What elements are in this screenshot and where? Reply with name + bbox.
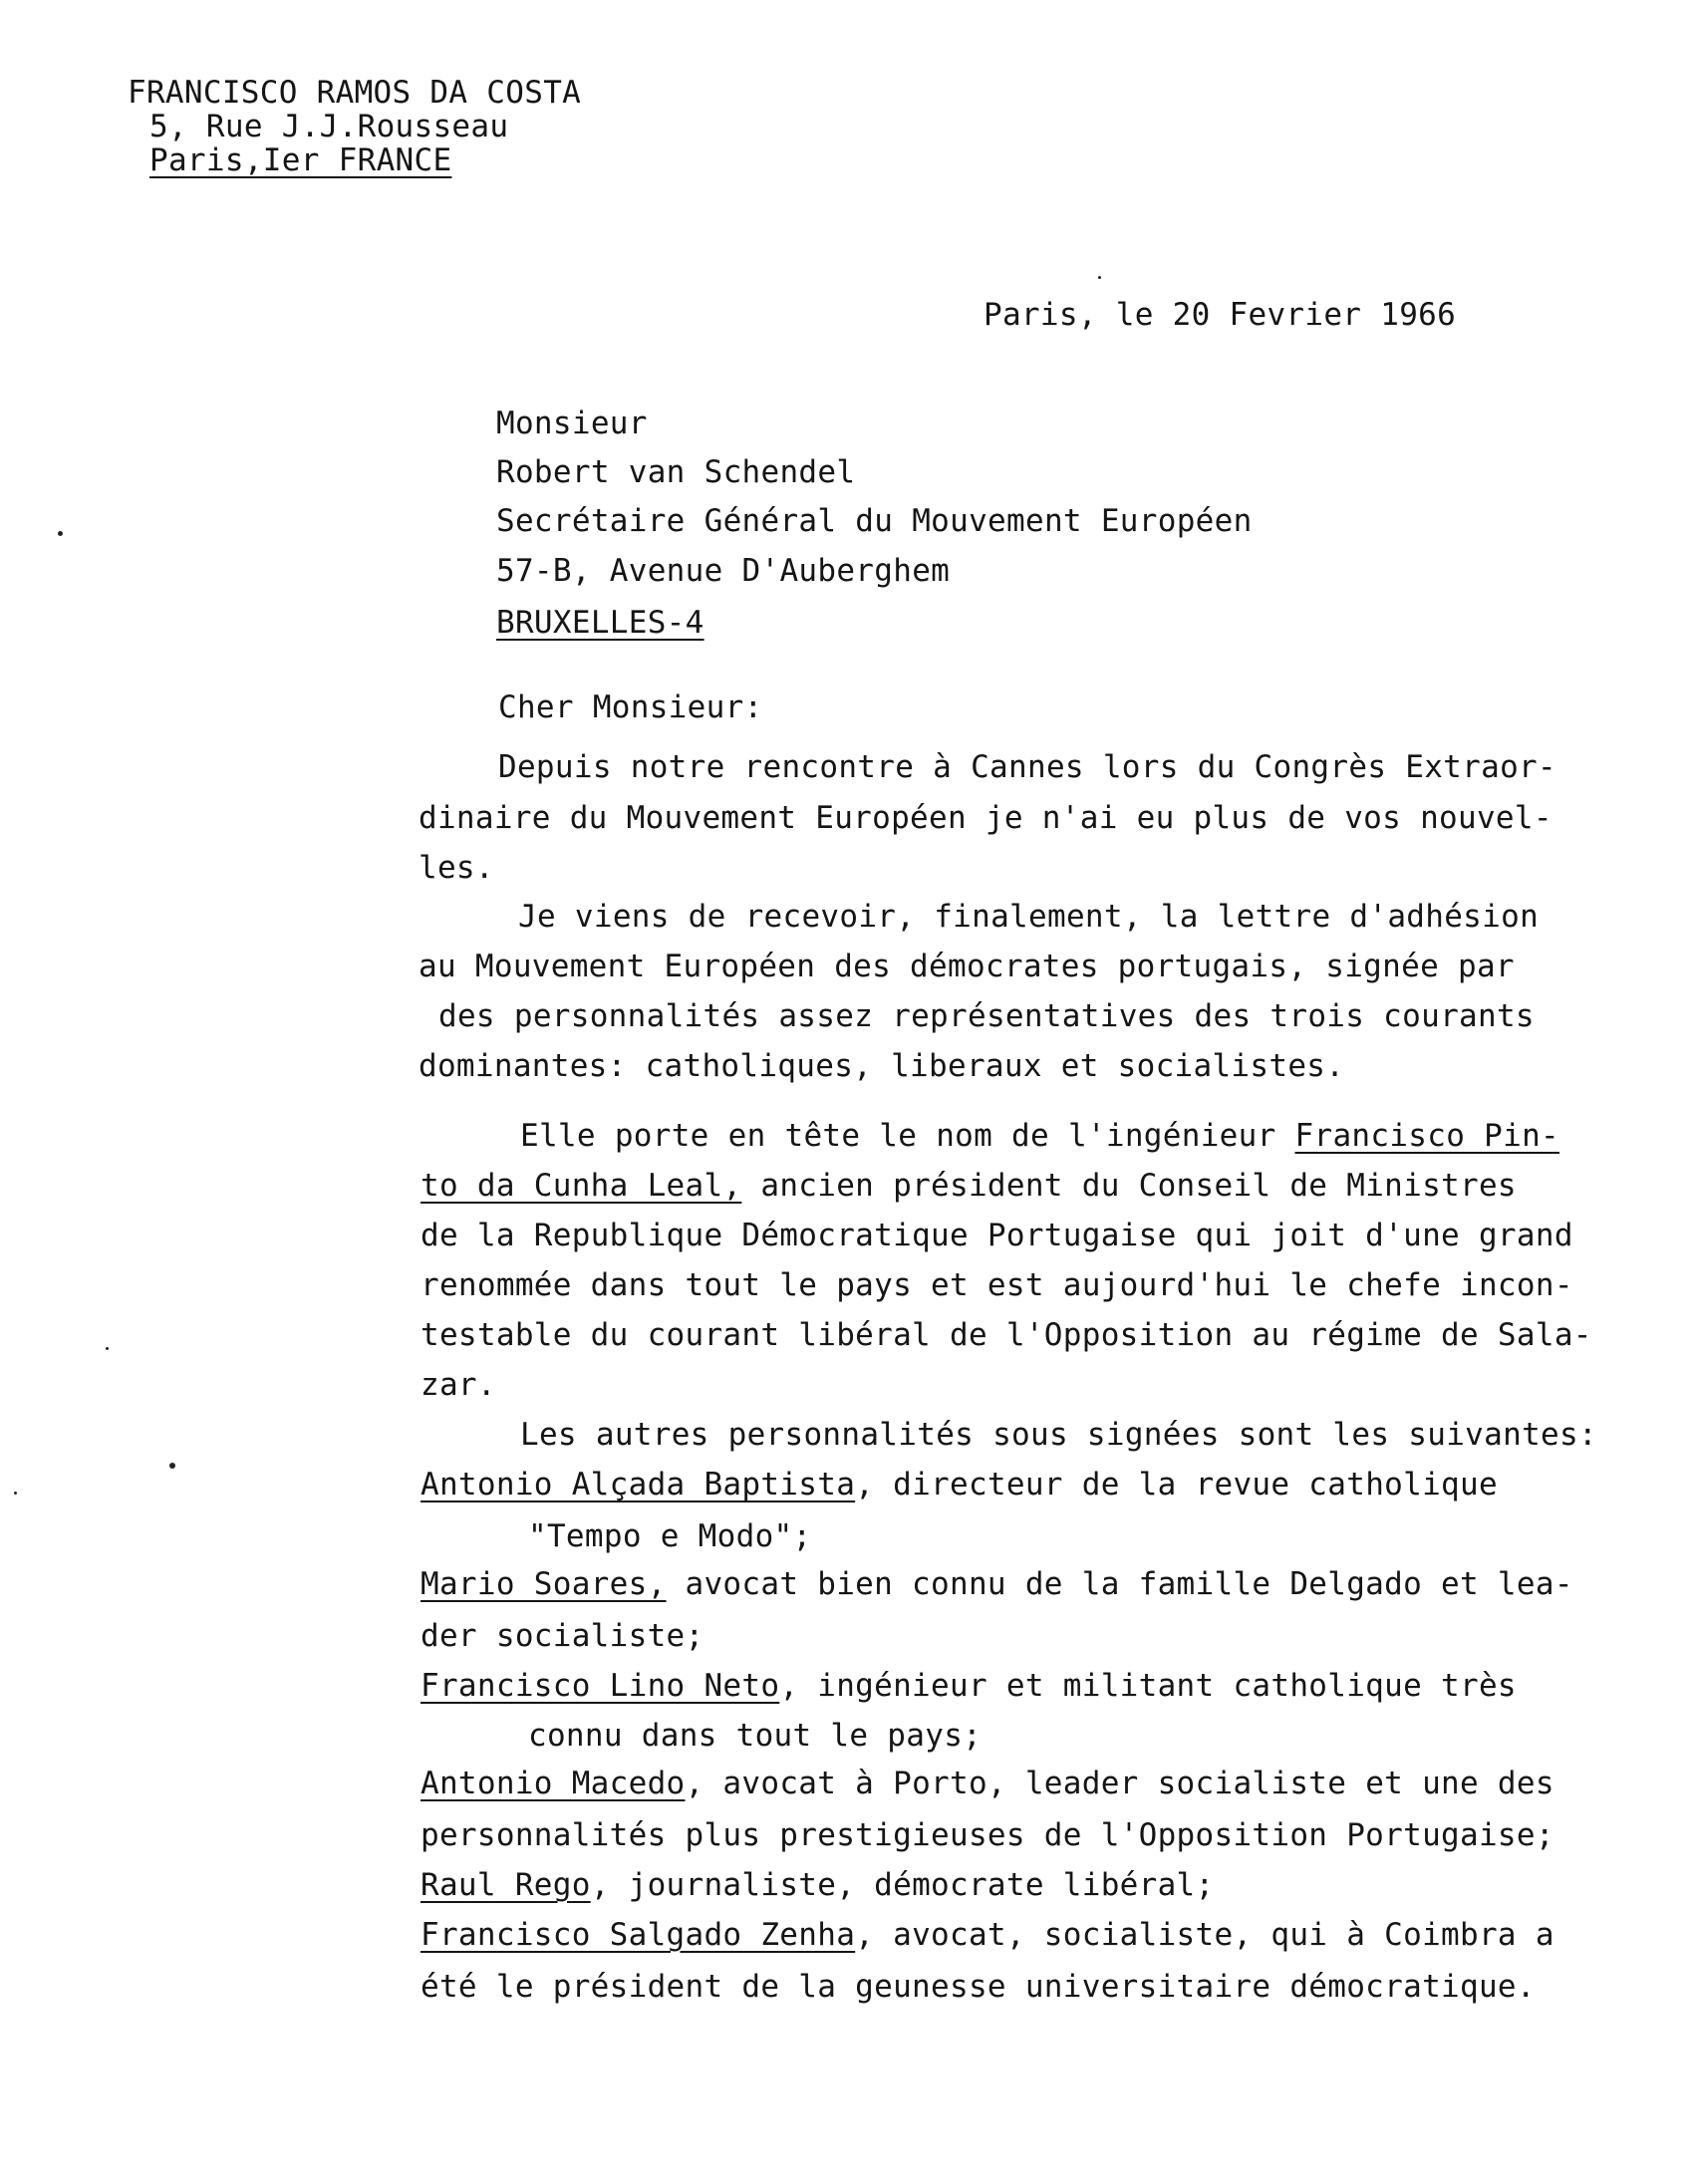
recipient-street: 57-B, Avenue D'Auberghem <box>496 553 951 589</box>
signatory-2-cont: der socialiste; <box>421 1618 704 1654</box>
para3-line3: de la Republique Démocratique Portugaise qui joit d'une grand <box>421 1218 1573 1253</box>
para3-line6: zar. <box>421 1367 496 1403</box>
signatory-3-name: Francisco Lino Neto <box>421 1668 780 1704</box>
signatory-5 <box>421 1865 1215 1905</box>
signatory-4-cont: personnalités plus prestigieuses de l'Opposition Portugaise; <box>421 1817 1554 1853</box>
sender-name: FRANCISCO RAMOS DA COSTA <box>128 75 582 111</box>
signatory-6-cont: été le président de la geunesse universitaire démocratique. <box>421 1969 1536 2005</box>
signatory-2-desc: avocat bien connu de la famille Delgado et lea- <box>666 1566 1573 1602</box>
signatory-6-name: Francisco Salgado Zenha <box>421 1917 856 1953</box>
salutation: Cher Monsieur: <box>498 689 763 725</box>
recipient-position: Secrétaire Général du Mouvement Européen <box>496 503 1253 539</box>
signatory-6-desc: , avocat, socialiste, qui à Coimbra a <box>855 1917 1554 1953</box>
scan-speck <box>169 1463 175 1469</box>
recipient-title: Monsieur <box>496 406 648 441</box>
recipient-city: BRUXELLES-4 <box>496 605 704 641</box>
signatory-1-name: Antonio Alçada Baptista <box>421 1467 856 1502</box>
para3-line1-text: Elle porte en tête le nom de l'ingénieur <box>520 1118 1295 1154</box>
para1-line3: les. <box>419 850 494 886</box>
signatory-4 <box>421 1764 1554 1803</box>
signatory-4-name: Antonio Macedo <box>421 1766 686 1801</box>
scan-speck <box>58 531 63 536</box>
signatory-1-desc: , directeur de la revue catholique <box>855 1467 1498 1502</box>
signatory-2 <box>421 1564 1573 1604</box>
para2-line2: au Mouvement Européen des démocrates portugais, signée par <box>419 949 1515 984</box>
signatory-6 <box>421 1915 1554 1955</box>
signatory-5-desc: , journaliste, démocrate libéral; <box>590 1867 1215 1903</box>
para3-line1 <box>520 1116 1559 1156</box>
signatory-3-desc: , ingénieur et militant catholique très <box>779 1668 1517 1704</box>
signatories-intro: Les autres personnalités sous signées sont les suivantes: <box>520 1417 1597 1453</box>
scan-speck <box>14 1492 17 1495</box>
sender-city: Paris,Ier FRANCE <box>149 142 452 178</box>
para3-line4: renommée dans tout le pays et est aujourd'hui le chefe incon- <box>421 1267 1573 1303</box>
leal-name-part1: Francisco Pin- <box>1294 1118 1560 1154</box>
signatory-1 <box>421 1465 1498 1504</box>
para2-line3: des personnalités assez représentatives des trois courants <box>438 998 1535 1034</box>
signatory-2-name: Mario Soares, <box>421 1566 667 1602</box>
para2-line4: dominantes: catholiques, liberaux et socialistes. <box>419 1048 1345 1084</box>
signatory-4-desc: , avocat à Porto, leader socialiste et une des <box>685 1766 1554 1801</box>
para1-line2: dinaire du Mouvement Européen je n'ai eu plus de vos nouvel- <box>419 800 1552 836</box>
scan-speck <box>106 1347 109 1350</box>
para2-line1: Je viens de recevoir, finalement, la lettre d'adhésion <box>518 899 1540 935</box>
para1-line1: Depuis notre rencontre à Cannes lors du Congrès Extraor- <box>498 749 1556 785</box>
signatory-1-cont: "Tempo e Modo"; <box>528 1518 812 1554</box>
recipient-name: Robert van Schendel <box>496 454 856 490</box>
para3-line2-text: ancien président du Conseil de Ministres <box>741 1168 1517 1204</box>
signatory-3 <box>421 1666 1517 1706</box>
signatory-5-name: Raul Rego <box>421 1867 591 1903</box>
signatory-3-cont: connu dans tout le pays; <box>528 1718 983 1754</box>
letter-date: Paris, le 20 Fevrier 1966 <box>984 297 1457 333</box>
leal-name-part2: to da Cunha Leal, <box>421 1168 742 1204</box>
para3-line2 <box>421 1166 1517 1206</box>
sender-street: 5, Rue J.J.Rousseau <box>149 109 509 144</box>
scan-speck <box>1098 276 1101 279</box>
para3-line5: testable du courant libéral de l'Opposition au régime de Sala- <box>421 1317 1592 1353</box>
